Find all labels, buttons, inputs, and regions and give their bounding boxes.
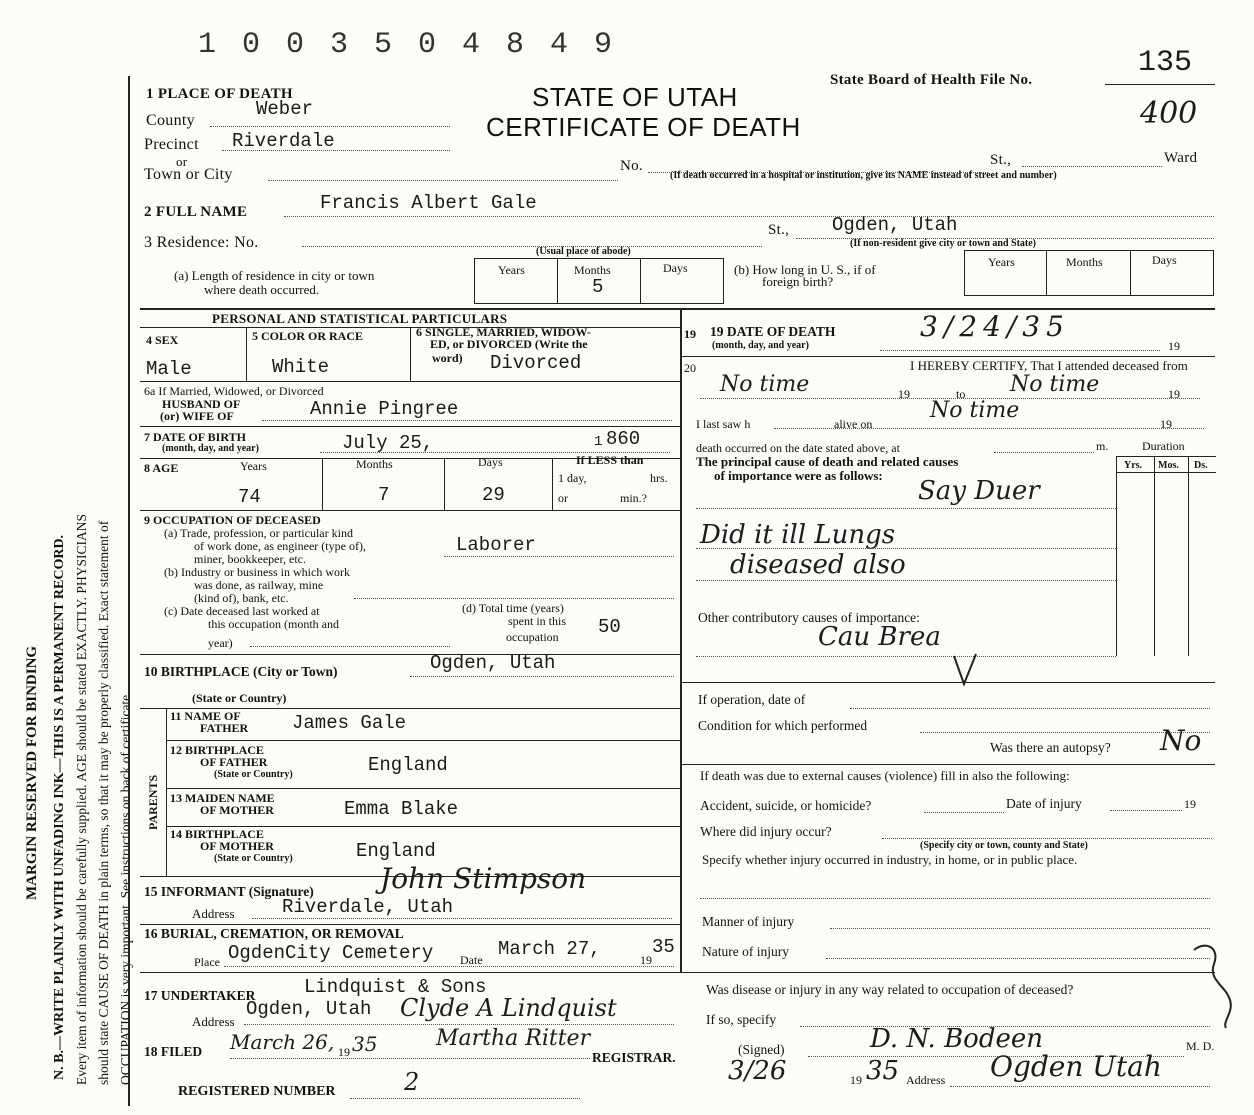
father-birthplace-label: 12 BIRTHPLACE xyxy=(170,743,264,757)
date-of-death-century: 19 xyxy=(1168,339,1180,353)
mother-birthplace-value: England xyxy=(356,840,436,862)
us-years-label: Years xyxy=(988,255,1015,269)
alive-on-label: alive on xyxy=(834,417,873,431)
injury-where-label: Where did injury occur? xyxy=(700,824,832,839)
less-than-or: or xyxy=(558,491,568,505)
duration-ds: Ds. xyxy=(1194,460,1208,471)
us-residence-label-b: foreign birth? xyxy=(762,274,834,289)
occupation-d2: spent in this xyxy=(508,614,567,628)
duration-label: Duration xyxy=(1142,439,1185,453)
marital-label-c: word) xyxy=(432,351,463,365)
attended-century-1: 19 xyxy=(898,387,910,401)
occupation-years-value: 50 xyxy=(598,616,621,638)
signed-label: (Signed) xyxy=(738,1042,785,1057)
precinct-label: Precinct xyxy=(144,136,199,153)
nonresident-note: (If non-resident give city or town and State) xyxy=(850,238,1037,249)
age-days-label: Days xyxy=(478,455,503,469)
filed-label: 18 FILED xyxy=(144,1044,203,1059)
date-of-death-sub: (month, day, and year) xyxy=(712,340,809,351)
personal-particulars-heading: PERSONAL AND STATISTICAL PARTICULARS xyxy=(212,311,508,326)
date-of-death-label: 19 DATE OF DEATH xyxy=(710,324,836,339)
date-of-death-num: 19 xyxy=(684,327,696,341)
burial-label: 16 BURIAL, CREMATION, OR REMOVAL xyxy=(144,926,404,941)
length-residence-label-b: where death occurred. xyxy=(204,282,320,297)
occupation-a3: miner, bookkeeper, etc. xyxy=(194,552,306,566)
sex-label: 4 SEX xyxy=(146,333,179,347)
marital-label-b: ED, or DIVORCED (Write the xyxy=(430,337,588,351)
no-label: No. xyxy=(620,158,643,174)
margin-notice-text: N. B.—WRITE PLAINLY WITH UNFADING INK—THIS IS A PERMANENT RECORD. xyxy=(52,534,67,1080)
father-name-label: 11 NAME OF xyxy=(170,709,241,723)
autopsy-value: No xyxy=(1160,724,1202,757)
injury-century: 19 xyxy=(1184,797,1196,811)
occupation-b1: (b) Industry or business in which work xyxy=(164,565,350,579)
occupation-c3: year) xyxy=(208,636,233,650)
certify-label: I HEREBY CERTIFY, That I attended deceased from xyxy=(910,358,1188,373)
race-label: 5 COLOR OR RACE xyxy=(252,329,364,343)
manner-label: Manner of injury xyxy=(702,914,795,929)
operation-label: If operation, date of xyxy=(698,692,806,707)
age-months-value: 7 xyxy=(378,484,390,506)
registrar-label: REGISTRAR. xyxy=(592,1050,676,1065)
other-causes-label: Other contributory causes of importance: xyxy=(698,610,920,625)
filed-date: March 26, xyxy=(230,1030,335,1054)
dob-sub-label: (month, day, and year) xyxy=(162,443,259,454)
residence-days-label: Days xyxy=(663,261,688,275)
undertaker-signature: Clyde A Lindquist xyxy=(400,994,617,1022)
date-of-death-value: 3/24/35 xyxy=(920,310,1070,343)
occupation-c2: this occupation (month and xyxy=(208,617,339,631)
dob-value: July 25, xyxy=(342,432,434,454)
length-residence-label: (a) Length of residence in city or town xyxy=(174,268,375,283)
physician-address-label: Address xyxy=(906,1073,946,1087)
spouse-label: 6a If Married, Widowed, or Divorced xyxy=(144,384,324,398)
burial-place-label: Place xyxy=(194,955,220,969)
margin-binding-text: MARGIN RESERVED FOR BINDING xyxy=(24,645,40,900)
spouse-label-c: (or) WIFE OF xyxy=(160,409,234,423)
birthplace-state-label: (State or Country) xyxy=(192,691,287,705)
st-label: St., xyxy=(990,152,1012,168)
or-label: or xyxy=(176,154,188,169)
duration-yrs: Yrs. xyxy=(1124,460,1143,471)
less-than-hrs: hrs. xyxy=(650,471,668,485)
death-occurred-label: death occurred on the date stated above, at xyxy=(696,441,900,455)
dob-year: 860 xyxy=(606,428,641,450)
sign-year: 35 xyxy=(866,1056,900,1086)
residence-months-label: Months xyxy=(574,263,611,277)
burial-century: 19 xyxy=(640,953,652,967)
hospital-note: (If death occurred in a hospital or institution, give its NAME instead of street and number) xyxy=(670,170,1057,181)
father-name-label-b: FATHER xyxy=(200,721,249,735)
spouse-value: Annie Pingree xyxy=(310,398,459,420)
residence-label: 3 Residence: No. xyxy=(144,234,259,251)
mother-name-value: Emma Blake xyxy=(344,798,459,820)
birthplace-value: Ogden, Utah xyxy=(430,652,556,674)
other-causes-text: Cau Brea xyxy=(818,622,941,652)
informant-signature: John Stimpson xyxy=(380,862,587,895)
registrar-signature: Martha Ritter xyxy=(436,1026,591,1051)
town-label: Town or City xyxy=(144,166,233,183)
sign-century: 19 xyxy=(850,1073,862,1087)
residence-st-label: St., xyxy=(768,222,790,238)
certificate-title-state: STATE OF UTAH xyxy=(532,82,738,112)
sex-value: Male xyxy=(146,358,192,380)
occupation-c1: (c) Date deceased last worked at xyxy=(164,604,320,618)
residence-years-label: Years xyxy=(498,263,525,277)
registered-number-value: 2 xyxy=(404,1068,420,1096)
parents-side-label: PARENTS xyxy=(146,774,160,830)
occupation-related-label: Was disease or injury in any way related to occupation of deceased? xyxy=(706,982,1074,997)
occupation-b2: was done, as railway, mine xyxy=(194,578,324,592)
burial-date-label: Date xyxy=(460,953,483,967)
age-years-label: Years xyxy=(240,459,267,473)
attended-to: No time xyxy=(1010,372,1100,397)
burial-year: 35 xyxy=(652,936,675,958)
occupation-value: Laborer xyxy=(456,534,536,556)
mother-name-label-b: OF MOTHER xyxy=(200,803,274,817)
physician-address: Ogden Utah xyxy=(990,1050,1162,1083)
mother-birthplace-label-c: (State or Country) xyxy=(214,853,293,864)
md-label: M. D. xyxy=(1186,1039,1215,1053)
filed-year: 35 xyxy=(352,1032,378,1056)
certificate-title: CERTIFICATE OF DEATH xyxy=(486,112,801,142)
external-causes-label: If death was due to external causes (violence) fill in also the following: xyxy=(700,768,1070,783)
us-residence-label: (b) How long in U. S., if of xyxy=(734,262,876,277)
cause-label-b: of importance were as follows: xyxy=(714,468,883,483)
file-number-label: State Board of Health File No. xyxy=(830,72,1033,88)
full-name-label: 2 FULL NAME xyxy=(144,204,248,220)
mother-birthplace-label: 14 BIRTHPLACE xyxy=(170,827,264,841)
nature-label: Nature of injury xyxy=(702,944,789,959)
spouse-label-b: HUSBAND OF xyxy=(162,397,241,411)
occupation-a2: of work done, as engineer (type of), xyxy=(194,539,366,553)
occupation-b3: (kind of), bank, etc. xyxy=(194,591,289,605)
registered-number-label: REGISTERED NUMBER xyxy=(178,1084,336,1099)
county-value: Weber xyxy=(256,98,314,120)
physician-signature: D. N. Bodeen xyxy=(870,1024,1043,1054)
usual-abode-note: (Usual place of abode) xyxy=(536,246,631,257)
mother-birthplace-label-b: OF MOTHER xyxy=(200,839,274,853)
occupation-label: 9 OCCUPATION OF DECEASED xyxy=(144,513,321,527)
age-years-value: 74 xyxy=(238,486,261,508)
race-value: White xyxy=(272,356,330,378)
duration-mos: Mos. xyxy=(1158,460,1179,471)
residence-value: Ogden, Utah xyxy=(832,214,958,236)
injury-specify-where: Specify whether injury occurred in industry, in home, or in public place. xyxy=(702,852,1078,867)
margin-scribble xyxy=(1186,930,1246,1030)
autopsy-label: Was there an autopsy? xyxy=(990,740,1111,755)
cause-checkmark xyxy=(950,650,980,690)
burial-date-value: March 27, xyxy=(498,938,601,960)
dob-century: 1 xyxy=(594,434,603,450)
father-birthplace-label-b: OF FATHER xyxy=(200,755,268,769)
mother-name-label: 13 MAIDEN NAME xyxy=(170,791,275,805)
certify-num: 20 xyxy=(684,361,696,375)
place-of-death-label: 1 PLACE OF DEATH xyxy=(146,86,293,102)
injury-date-label: Date of injury xyxy=(1006,796,1082,811)
margin-instructions-line1: Every item of information should be carefully supplied. AGE should be stated EXACTLY. PHYSICIANS xyxy=(74,514,89,1085)
sign-date: 3/26 xyxy=(728,1056,787,1086)
age-days-value: 29 xyxy=(482,484,505,506)
alive-on-value: No time xyxy=(930,398,1020,423)
county-label: County xyxy=(146,112,195,129)
undertaker-label: 17 UNDERTAKER xyxy=(144,988,256,1003)
occupation-a1: (a) Trade, profession, or particular kind xyxy=(164,526,353,540)
informant-label: 15 INFORMANT (Signature) xyxy=(144,884,314,899)
less-than-min: min.? xyxy=(620,491,647,505)
father-name-value: James Gale xyxy=(292,712,407,734)
attended-century-2: 19 xyxy=(1168,387,1180,401)
informant-address-value: Riverdale, Utah xyxy=(282,896,454,918)
undertaker-address-label: Address xyxy=(192,1014,235,1029)
less-than-day: 1 day, xyxy=(558,471,587,485)
marital-value: Divorced xyxy=(490,352,582,374)
cause-text-3: diseased also xyxy=(730,550,906,580)
father-birthplace-value: England xyxy=(368,754,448,776)
marital-label: 6 SINGLE, MARRIED, WIDOW- xyxy=(416,325,592,339)
informant-address-label: Address xyxy=(192,906,235,921)
cause-text-2: Did it ill Lungs xyxy=(700,520,896,550)
burial-place-value: OgdenCity Cemetery xyxy=(228,942,434,964)
file-number: 135 xyxy=(1138,46,1193,80)
condition-label: Condition for which performed xyxy=(698,718,868,733)
full-name-value: Francis Albert Gale xyxy=(320,192,537,214)
injury-specify-city: (Specify city or town, county and State) xyxy=(920,840,1088,851)
file-number-handwritten: 400 xyxy=(1140,96,1198,131)
occupation-d3: occupation xyxy=(506,630,559,644)
last-saw-label: I last saw h xyxy=(696,417,751,431)
alive-century: 19 xyxy=(1160,417,1172,431)
attended-to-label: to xyxy=(956,387,966,401)
less-than-label: If LESS than xyxy=(576,453,644,467)
us-months-label: Months xyxy=(1066,255,1103,269)
father-birthplace-label-c: (State or Country) xyxy=(214,769,293,780)
attended-from: No time xyxy=(720,372,810,397)
if-so-label: If so, specify xyxy=(706,1012,777,1027)
us-days-label: Days xyxy=(1152,253,1177,267)
occupation-d1: (d) Total time (years) xyxy=(462,601,564,615)
death-time-m: m. xyxy=(1096,439,1109,453)
precinct-value: Riverdale xyxy=(232,130,335,152)
undertaker-value: Lindquist & Sons xyxy=(304,976,487,998)
margin-instructions-line3: OCCUPATION is very important. See instructions on back of certificate. xyxy=(118,691,133,1085)
birthplace-label: 10 BIRTHPLACE (City or Town) xyxy=(144,664,338,679)
undertaker-address-value: Ogden, Utah xyxy=(246,998,372,1020)
cause-label-a: The principal cause of death and related causes xyxy=(696,454,959,469)
age-months-label: Months xyxy=(356,457,393,471)
age-label: 8 AGE xyxy=(144,461,179,475)
dob-label: 7 DATE OF BIRTH xyxy=(144,430,246,444)
residence-months-value: 5 xyxy=(592,276,604,298)
accident-label: Accident, suicide, or homicide? xyxy=(700,798,872,813)
margin-instructions-line2: should state CAUSE OF DEATH in plain terms, so that it may be properly classified. Exact statement of xyxy=(96,520,111,1085)
ward-label: Ward xyxy=(1164,150,1198,166)
cause-text-1: Say Duer xyxy=(918,476,1040,506)
filed-century: 19 xyxy=(338,1045,350,1059)
parents-divider xyxy=(166,708,167,876)
serial-number: 1 0 0 3 5 0 4 8 4 9 xyxy=(198,28,617,62)
